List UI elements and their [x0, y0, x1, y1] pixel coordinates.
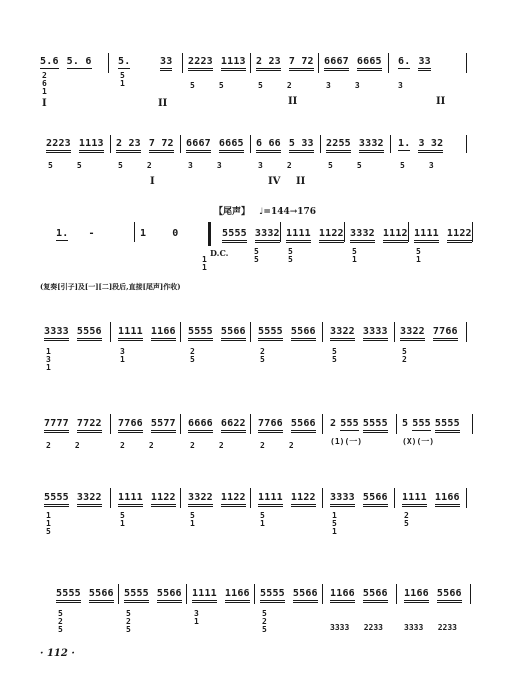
barline [466, 135, 467, 153]
note-group: 1111 [258, 492, 283, 507]
barline [322, 584, 323, 604]
barline [466, 488, 467, 508]
note-group: 5555 [222, 228, 247, 243]
measure [326, 138, 392, 153]
barline [472, 222, 473, 242]
barline [254, 584, 255, 604]
note-group: 6667 [186, 138, 211, 153]
bass-notes: 3 [398, 81, 403, 90]
note-group: 5556 [77, 326, 102, 341]
barline [470, 584, 471, 604]
measure [222, 228, 288, 243]
barline [186, 584, 187, 604]
note-group: 7766 [258, 418, 283, 433]
measure [398, 138, 451, 153]
note-group: 1113 [221, 56, 246, 71]
bass-notes: 5 1 [416, 247, 421, 264]
note-group: 6666 [188, 418, 213, 433]
barline [466, 322, 467, 342]
bass-notes: 3 1 [194, 609, 199, 626]
measure [116, 138, 182, 153]
note-group: 7766 [433, 326, 458, 341]
score-system-6 [0, 486, 521, 556]
bass-notes: 5 1 [120, 511, 125, 528]
bass-notes: 5 1 [352, 247, 357, 264]
note-group: 5. [118, 56, 131, 67]
note-group: 1111 [414, 228, 439, 243]
bass-notes: 5 5 [288, 247, 293, 264]
measure [188, 418, 254, 433]
barline [250, 135, 251, 153]
measure [118, 418, 184, 433]
measure [118, 492, 184, 507]
bass-notes: 5 5 [254, 247, 259, 264]
bass-notes: (1)(一) [330, 437, 363, 446]
measure [186, 138, 252, 153]
barline [394, 488, 395, 508]
note-group: 1122 [447, 228, 472, 243]
measure [140, 228, 186, 240]
note-group: 5555 [56, 588, 81, 603]
note-group: 3322 [188, 492, 213, 507]
measure [160, 56, 180, 71]
note-group: 5566 [293, 588, 318, 603]
barline [180, 322, 181, 342]
section-label: 【尾声】 [214, 207, 251, 217]
note-group: 1111 [192, 588, 217, 603]
note-group: 3 32 [418, 138, 443, 153]
note-group: 3332 [359, 138, 384, 153]
bass-notes: 2 5 [260, 347, 265, 364]
note-group: 5555 [188, 326, 213, 341]
bass-notes: 3333 2233 [404, 623, 457, 632]
note-group: 5555 [363, 418, 388, 433]
note-group: 5555 [44, 492, 69, 507]
note-group: 1 [140, 228, 147, 239]
note-group: 1166 [151, 326, 176, 341]
bass-notes: 2 2 [46, 441, 80, 450]
barline [408, 222, 409, 242]
bass-notes: 5 5 [332, 347, 337, 364]
bass-notes: 2 5 [190, 347, 195, 364]
score-system-7 [0, 582, 521, 642]
note-group: 7 72 [149, 138, 174, 153]
bass-notes: 5 2 5 [58, 609, 63, 634]
dynamic-mark: II [158, 98, 168, 109]
barline [322, 322, 323, 342]
bass-notes: 5 2 5 [126, 609, 131, 634]
barline [320, 135, 321, 153]
bass-notes: 5 1 [260, 511, 265, 528]
dynamic-mark: II [296, 176, 306, 187]
measure [260, 588, 326, 603]
barline [394, 322, 395, 342]
measure [188, 56, 254, 71]
barline [182, 53, 183, 73]
note-group: 5555 [435, 418, 460, 433]
bass-notes: 3 1 [120, 347, 125, 364]
bass-notes: 1 1 5 [46, 511, 51, 536]
note-group: 1122 [319, 228, 344, 243]
note-group: 6665 [357, 56, 382, 71]
measure [414, 228, 480, 243]
score-system-2 [0, 132, 521, 192]
measure [118, 326, 184, 341]
barline [344, 222, 345, 242]
barline [250, 322, 251, 342]
note-group: 1111 [118, 492, 143, 507]
barline [110, 135, 111, 153]
measure [286, 228, 352, 243]
score-system-3 [0, 200, 521, 300]
barline [250, 488, 251, 508]
note-group: 1166 [404, 588, 429, 603]
measure [46, 138, 112, 153]
dc-marking: D.C. [210, 248, 229, 258]
note-group: 5555 [258, 326, 283, 341]
tempo-marking: ♩=144→176 [259, 207, 317, 217]
measure [256, 56, 322, 71]
bass-notes: 5 5 [328, 161, 362, 170]
note-group: 5566 [291, 326, 316, 341]
note-group: 1112 [383, 228, 408, 243]
note-group: 3333 [44, 326, 69, 341]
note-group: 6622 [221, 418, 246, 433]
note-group: 555 [412, 418, 431, 429]
note-group: 6665 [219, 138, 244, 153]
bass-notes: 5 2 5 [262, 609, 267, 634]
bass-notes: 5 2 [118, 161, 152, 170]
note-group: 5.6 [40, 56, 59, 67]
measure [258, 326, 324, 341]
note-group: - [88, 228, 95, 239]
barline [110, 322, 111, 342]
note-group: 6. [398, 56, 411, 67]
note-group: 5566 [363, 588, 388, 603]
measure [118, 56, 138, 69]
bass-notes: 5 1 [120, 71, 125, 88]
measure [44, 492, 110, 507]
bass-notes: 5 1 [190, 511, 195, 528]
measure [258, 492, 324, 507]
note-group: 0 [172, 228, 179, 239]
bass-notes: 2 2 [260, 441, 294, 450]
bass-notes: 1 1 [202, 255, 207, 272]
note-group: 1111 [402, 492, 427, 507]
note-group: 5 [402, 418, 409, 429]
measure [398, 56, 439, 71]
bass-notes: (X)(一) [402, 437, 435, 446]
note-group: 5566 [89, 588, 114, 603]
note-group: 3322 [330, 326, 355, 341]
note-group: 555 [340, 418, 359, 429]
bass-notes: 3 3 [326, 81, 360, 90]
dynamic-mark: II [436, 96, 446, 107]
measure [330, 326, 396, 341]
measure [400, 326, 466, 341]
note-group: 5566 [291, 418, 316, 433]
note-group: 7777 [44, 418, 69, 433]
bass-notes: 2 2 [120, 441, 154, 450]
repeat-instruction: (复奏[引子]及[一][二]段后,直接[尾声]作收) [40, 282, 181, 291]
measure [350, 228, 416, 243]
measure [56, 588, 122, 603]
measure [188, 492, 254, 507]
measure [188, 326, 254, 341]
barline [388, 53, 389, 73]
bass-notes: 5 2 [258, 81, 292, 90]
bass-notes: 5 5 [48, 161, 82, 170]
measure [324, 56, 390, 71]
barline [108, 53, 109, 73]
barline [472, 414, 473, 434]
barline [318, 53, 319, 73]
note-group: 2223 [46, 138, 71, 153]
note-group: 1. [56, 228, 69, 239]
note-group: 3332 [255, 228, 280, 243]
note-group: 6 66 [256, 138, 281, 153]
page-number: · 112 · [40, 648, 75, 659]
measure [40, 56, 100, 69]
note-group: 2 23 [116, 138, 141, 153]
note-group: 5 33 [289, 138, 314, 153]
measure [402, 418, 468, 433]
note-group: 6667 [324, 56, 349, 71]
bass-notes: 2 6 1 [42, 71, 47, 96]
note-group: 33 [418, 56, 430, 71]
note-group: 5. 6 [66, 56, 92, 67]
barline [134, 222, 135, 242]
note-group: 5566 [157, 588, 182, 603]
measure [44, 326, 110, 341]
note-group: 5566 [363, 492, 388, 507]
note-group: 1122 [291, 492, 316, 507]
measure [44, 418, 110, 433]
barline [322, 488, 323, 508]
barline [466, 53, 467, 73]
measure [124, 588, 190, 603]
note-group: 5566 [437, 588, 462, 603]
note-group: 3333 [330, 492, 355, 507]
note-group: 5566 [221, 326, 246, 341]
barline [118, 584, 119, 604]
note-group: 1111 [118, 326, 143, 341]
barline [396, 584, 397, 604]
score-system-4 [0, 318, 521, 398]
bass-notes: 5 2 [402, 347, 407, 364]
measure [258, 418, 324, 433]
barline [110, 488, 111, 508]
note-group: 1. [398, 138, 411, 149]
bass-notes: 5 3 [400, 161, 434, 170]
bass-notes: 2 5 [404, 511, 409, 528]
score-system-5 [0, 410, 521, 460]
barline [208, 222, 211, 246]
note-group: 1166 [330, 588, 355, 603]
dynamic-mark: IV [268, 176, 281, 187]
measure [192, 588, 258, 603]
barline [396, 414, 397, 434]
measure [330, 588, 396, 603]
bass-notes: 5 5 [190, 81, 224, 90]
note-group: 2 [330, 418, 337, 429]
barline [322, 414, 323, 434]
bass-notes: 2 2 [190, 441, 224, 450]
note-group: 3332 [350, 228, 375, 243]
note-group: 1122 [151, 492, 176, 507]
note-group: 3333 [363, 326, 388, 341]
note-group: 1111 [286, 228, 311, 243]
note-group: 1166 [225, 588, 250, 603]
barline [390, 135, 391, 153]
bass-notes: 1 3 1 [46, 347, 51, 372]
section-tempo [214, 204, 316, 217]
bass-notes: 3 3 [188, 161, 222, 170]
note-group: 5577 [151, 418, 176, 433]
dynamic-mark: I [42, 98, 47, 109]
measure [330, 492, 396, 507]
note-group: 2255 [326, 138, 351, 153]
note-group: 5555 [260, 588, 285, 603]
measure [56, 228, 103, 241]
barline [180, 135, 181, 153]
barline [250, 53, 251, 73]
note-group: 2223 [188, 56, 213, 71]
note-group: 1166 [435, 492, 460, 507]
barline [110, 414, 111, 434]
note-group: 2 23 [256, 56, 281, 71]
note-group: 1122 [221, 492, 246, 507]
dynamic-mark: I [150, 176, 155, 187]
dynamic-mark: II [288, 96, 298, 107]
note-group: 7 72 [289, 56, 314, 71]
bass-notes: 1 5 1 [332, 511, 337, 536]
note-group: 7722 [77, 418, 102, 433]
measure [330, 418, 396, 433]
note-group: 3322 [77, 492, 102, 507]
bass-notes: 3333 2233 [330, 623, 383, 632]
measure [256, 138, 322, 153]
barline [280, 222, 281, 242]
barline [180, 414, 181, 434]
note-group: 5555 [124, 588, 149, 603]
barline [180, 488, 181, 508]
measure [402, 492, 468, 507]
measure [404, 588, 470, 603]
score-system-1 [0, 48, 521, 118]
note-group: 3322 [400, 326, 425, 341]
bass-notes: 3 2 [258, 161, 292, 170]
note-group: 7766 [118, 418, 143, 433]
note-group: 1113 [79, 138, 104, 153]
note-group: 33 [160, 56, 172, 71]
barline [250, 414, 251, 434]
